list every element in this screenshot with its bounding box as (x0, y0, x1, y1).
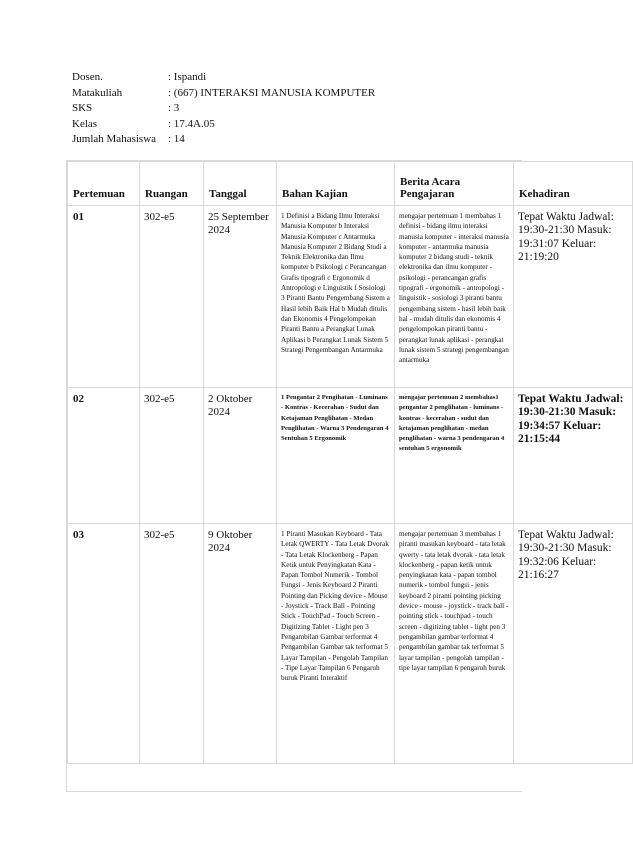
cell-bahan-kajian: 1 Pengantar 2 Pengihatan - Luminans - Kontras - Kecerahan - Sudut dan Ketajaman Penglihatan - Medan Penglihatan - Warna 3 Pendengaran 4 Sentuhan 5 Ergonomik (277, 388, 395, 524)
cell-ruangan: 302-e5 (140, 524, 204, 764)
header-kehadiran: Kehadiran (514, 162, 633, 206)
info-value: : (667) INTERAKSI MANUSIA KOMPUTER (168, 86, 376, 99)
cell-tanggal: 9 Oktober 2024 (204, 524, 277, 764)
table-row (68, 206, 633, 388)
header-pertemuan: Pertemuan (68, 162, 140, 206)
info-row-matakuliah (72, 86, 375, 102)
info-value: : 17.4A.05 (168, 117, 215, 130)
info-label: Kelas (72, 117, 98, 130)
cell-kehadiran: Tepat Waktu Jadwal: 19:30-21:30 Masuk: 19:32:06 Keluar: 21:16:27 (514, 524, 633, 764)
cell-kehadiran: Tepat Waktu Jadwal: 19:30-21:30 Masuk: 19:31:07 Keluar: 21:19:20 (514, 206, 633, 388)
cell-pertemuan: 01 (68, 206, 140, 388)
info-label: Matakuliah (72, 86, 123, 99)
cell-kehadiran: Tepat Waktu Jadwal: 19:30-21:30 Masuk: 19:34:57 Keluar: 21:15:44 (514, 388, 633, 524)
info-label: SKS (72, 102, 93, 114)
info-row-jumlah-mahasiswa (72, 132, 375, 148)
info-label: Dosen. (72, 71, 103, 83)
cell-pertemuan: 03 (68, 524, 140, 764)
header-tanggal: Tanggal (204, 162, 277, 206)
header-ruangan: Ruangan (140, 162, 204, 206)
cell-tanggal: 25 September 2024 (204, 206, 277, 388)
header-berita-acara: Berita Acara Pengajaran (395, 162, 514, 206)
header-bahan-kajian: Bahan Kajian (277, 162, 395, 206)
info-value: : Ispandi (168, 71, 207, 83)
attendance-table (67, 161, 633, 764)
course-info (72, 70, 375, 148)
table-header-row (68, 162, 633, 206)
cell-bahan-kajian: 1 Definisi a Bidang Ilmu Interaksi Manusia Komputer b Interaksi Manusia Komputer c Antarmuka Manusia Komputer 2 Bidang Studi a Teknik Elektronika dan Ilmu komputer b Psikologi c Perancangan Grafis tipografi c Ergonomik d Antropologi e Linguistik f Sosiologi 3 Piranti Bantu Pengembang Sistem a Hasil lebih Baik Hal b Mudah ditulis dan Ekonomis 4 Pengelompokan Piranti Bantu a Perangkat Lunak Aplikasi b Perangkat Lunak Sistem 5 Strategi Pengembangan Antarmuka (277, 206, 395, 388)
info-row-dosen (72, 70, 375, 86)
table-row (68, 524, 633, 764)
cell-tanggal: 2 Oktober 2024 (204, 388, 277, 524)
info-row-kelas (72, 117, 375, 133)
cell-ruangan: 302-e5 (140, 206, 204, 388)
info-value: : 3 (168, 102, 180, 114)
attendance-table-container (66, 160, 624, 792)
info-row-sks (72, 101, 375, 117)
info-label: Jumlah Mahasiswa (72, 133, 157, 145)
cell-berita-acara: mengajar pertemuan 3 membahas 1 piranti masukan keyboard - tata letak qwerty - tata letak dvorak - tata letak klockenberg - papan ketik untuk penyingkatan kata - papan tombol numerik - tombol fungsi - jenis keyboard 2 piranti pointing picking device - mouse - joystick - track ball - pointing stick - touchpad - touch screen - digitizing tablet - light pen 3 pengambilan gambar terformat 4 pengambilan gambar tak terformat 5 layar tampilan - pengolah tampilan - tipe layar tampilan 6 pengaruh buruk (395, 524, 514, 764)
cell-ruangan: 302-e5 (140, 388, 204, 524)
cell-bahan-kajian: 1 Piranti Masukan Keyboard - Tata Letak QWERTY - Tata Letak Dvorak - Tata Letak Klockenberg - Papan Ketik untuk Penyingkatan Kata - Papan Tombol Numerik - Tombol Fungsi - Jenis Keyboard 2 Piranti Pointing dan Picking device - Mouse - Joystick - Track Ball - Pointing Stick - TouchPad - Touch Screen - Digitizing Tablet - Light pen 3 Pengambilan Gambar terformat 4 Pengambilan Gambar tak terformat 5 Layar Tampilan - Pengolah Tampilan - Tipe Layar Tampilan 6 Pengaruh buruk Piranti Interaktif (277, 524, 395, 764)
table-row (68, 388, 633, 524)
info-value: : 14 (168, 133, 185, 145)
cell-berita-acara: mengajar pertemuan 1 membahas 1 definisi - bidang ilmu interaksi manusia komputer - interaksi manusia komputer - antarmuka manusia komputer 2 bidang studi - teknik elektronika dan ilmu komputer - psikologi - perancangan grafis tipografi - ergonomik - antropologi - linguistik - sosiologi 3 piranti bantu pengembang sistem - hasil lebih baik hal - mudah ditulis dan ekonomis 4 pengelompokan piranti bantu - perangkat lunak aplikasi - perangkat lunak sistem 5 strategi pengembangan antarmuka (395, 206, 514, 388)
cell-pertemuan: 02 (68, 388, 140, 524)
cell-berita-acara: mengajar pertemuan 2 membahas1 pengantar 2 penglihatan - luminans - kontras - kecerahan - sudut dan ketajaman penglihatan - medan penglihatan - warna 3 pendengaran 4 sentuhan 5 ergonomik (395, 388, 514, 524)
